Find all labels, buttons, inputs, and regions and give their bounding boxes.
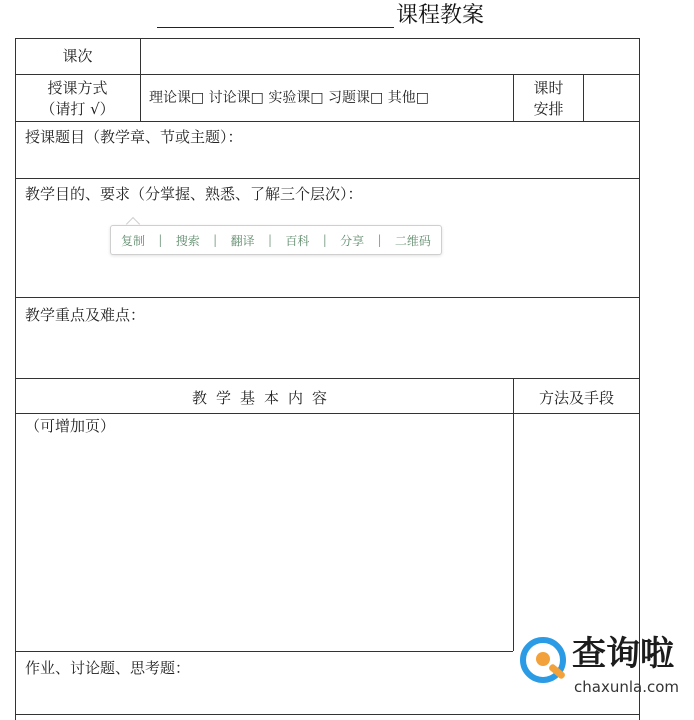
popup-separator: |: [213, 233, 218, 247]
row-divider: [15, 178, 640, 179]
session-value-cell[interactable]: [141, 39, 638, 74]
watermark-name: 查询啦: [572, 634, 674, 674]
popup-search-button[interactable]: 搜索: [175, 233, 200, 248]
title-underline: [157, 27, 394, 28]
method-label-hint: （请打 √）: [40, 100, 115, 118]
watermark-logo-dot: [536, 652, 550, 666]
session-label: 课次: [62, 47, 93, 65]
method-label: 授课方式: [47, 79, 108, 97]
row-divider: [15, 121, 640, 122]
method-options: 理论课□ 讨论课□ 实验课□ 习题课□ 其他□: [149, 90, 429, 106]
popup-separator: |: [377, 233, 382, 247]
watermark-url: chaxunla.com: [574, 678, 679, 696]
popup-qrcode-button[interactable]: 二维码: [394, 233, 431, 248]
popup-copy-button[interactable]: 复制: [121, 233, 146, 248]
row-divider: [15, 413, 640, 414]
selection-popup: [110, 225, 442, 255]
row-divider: [15, 297, 640, 298]
row-divider: [15, 74, 640, 75]
content-header: 教学基本内容: [191, 389, 336, 407]
row-divider: [15, 651, 513, 652]
popup-separator: |: [322, 233, 327, 247]
method-header: 方法及手段: [538, 389, 614, 407]
popup-encyclopedia-button[interactable]: 百科: [285, 233, 310, 248]
popup-share-button[interactable]: 分享: [340, 233, 365, 248]
row-divider: [15, 714, 640, 715]
popup-translate-button[interactable]: 翻译: [230, 233, 255, 248]
content-note: （可增加页）: [25, 417, 116, 435]
hours-label: 课时: [533, 79, 564, 97]
keypoints-label: 教学重点及难点：: [25, 306, 146, 324]
homework-label: 作业、讨论题、思考题：: [25, 659, 191, 677]
hours-label-2: 安排: [533, 100, 564, 118]
row-divider: [15, 378, 640, 379]
table-border-right: [639, 38, 640, 720]
popup-separator: |: [267, 233, 272, 247]
document-title: 课程教案: [396, 3, 485, 28]
popup-separator: |: [158, 233, 163, 247]
table-border-left: [15, 38, 16, 720]
column-divider: [513, 378, 514, 651]
hours-value-cell[interactable]: [584, 75, 638, 121]
topic-label: 授课题目（教学章、节或主题）：: [25, 128, 243, 146]
objectives-label: 教学目的、要求（分掌握、熟悉、了解三个层次）：: [25, 185, 363, 203]
